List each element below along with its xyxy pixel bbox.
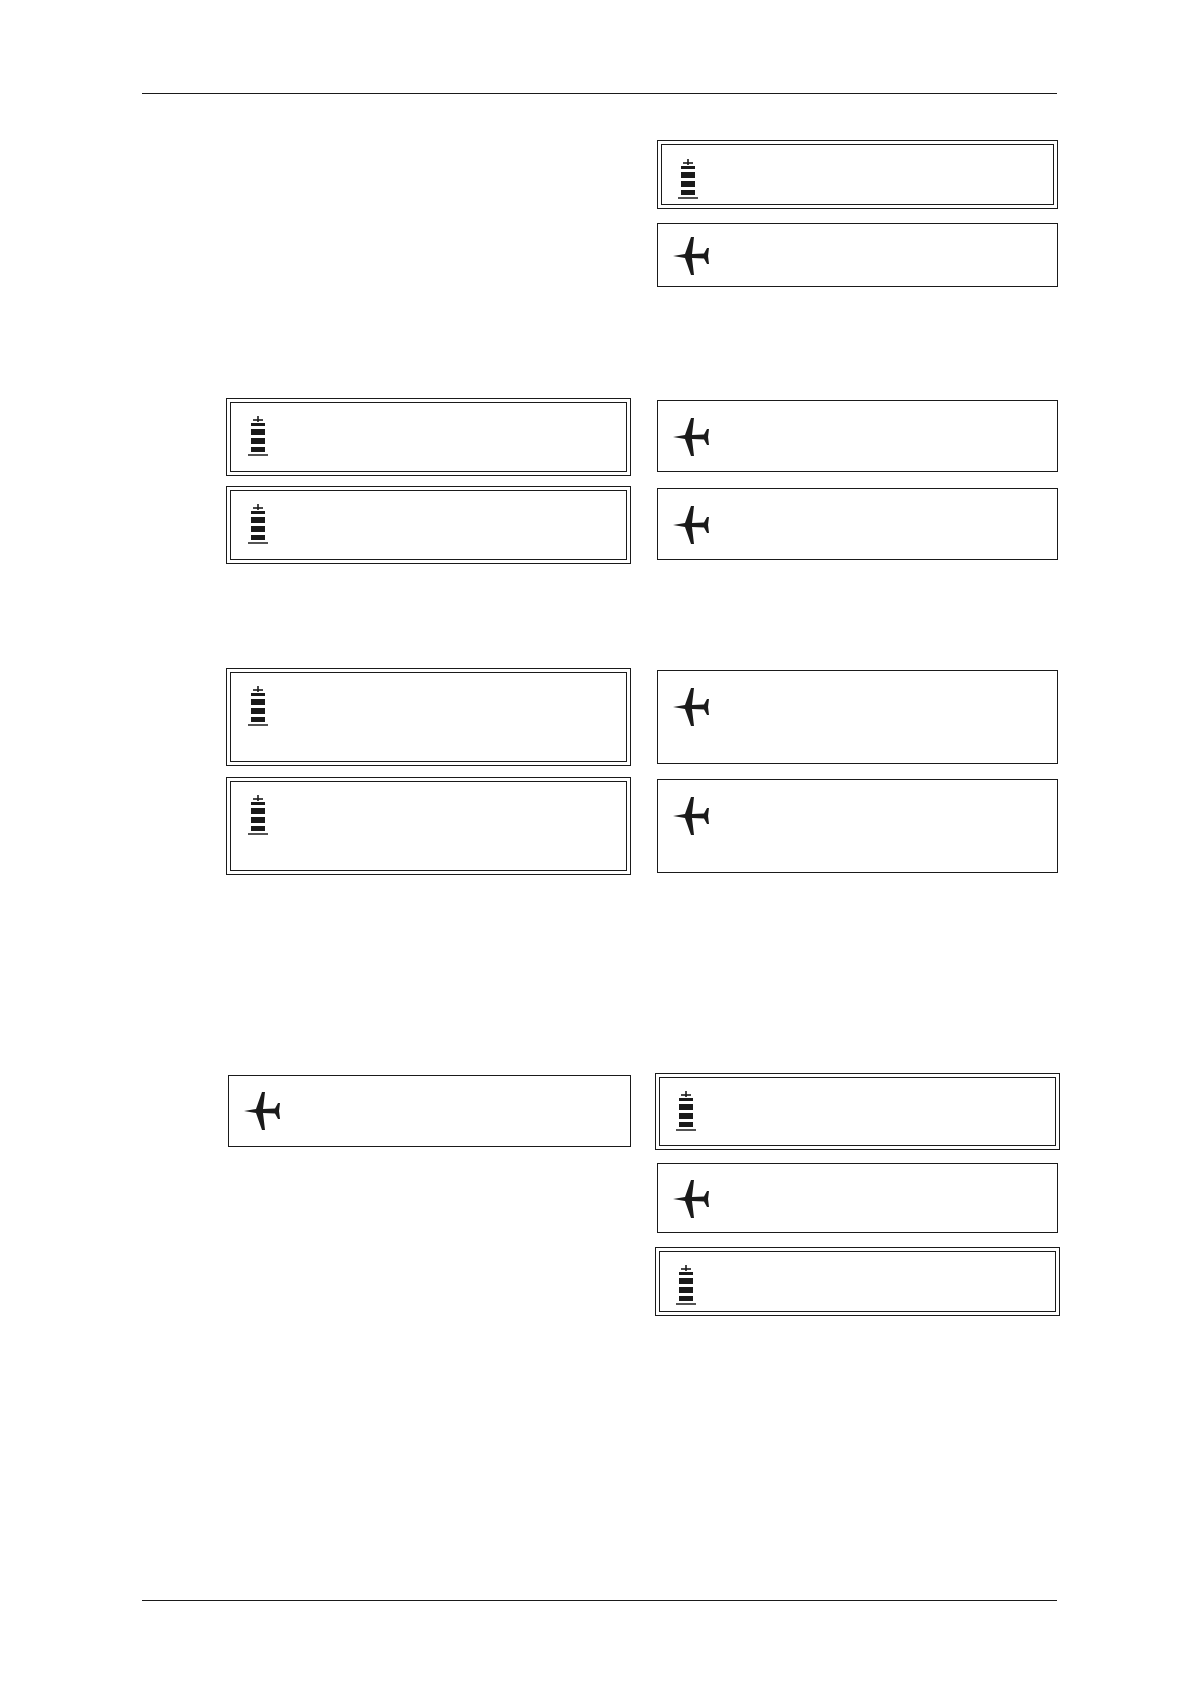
airplane-icon — [671, 416, 711, 458]
airplane-icon — [671, 795, 711, 837]
pilot-message-box — [657, 223, 1058, 287]
pilot-message-box — [657, 400, 1058, 472]
airplane-icon — [671, 235, 711, 277]
atc-message-box — [226, 668, 631, 766]
control-tower-icon — [677, 159, 699, 199]
airplane-icon — [242, 1090, 282, 1132]
atc-message-box — [226, 398, 631, 476]
pilot-message-box — [657, 670, 1058, 764]
atc-message-box — [655, 1247, 1060, 1316]
atc-message-box — [226, 777, 631, 875]
control-tower-icon — [247, 416, 269, 456]
control-tower-icon — [675, 1265, 697, 1305]
pilot-message-box — [228, 1075, 631, 1147]
pilot-message-box — [657, 1163, 1058, 1233]
control-tower-icon — [247, 504, 269, 544]
atc-message-box — [655, 1073, 1060, 1150]
control-tower-icon — [247, 795, 269, 835]
airplane-icon — [671, 1178, 711, 1220]
pilot-message-box — [657, 779, 1058, 873]
footer-rule — [142, 1600, 1057, 1601]
atc-message-box — [657, 140, 1058, 209]
control-tower-icon — [247, 686, 269, 726]
atc-message-box — [226, 486, 631, 564]
airplane-icon — [671, 504, 711, 546]
header-rule — [142, 93, 1057, 94]
airplane-icon — [671, 686, 711, 728]
pilot-message-box — [657, 488, 1058, 560]
control-tower-icon — [675, 1091, 697, 1131]
